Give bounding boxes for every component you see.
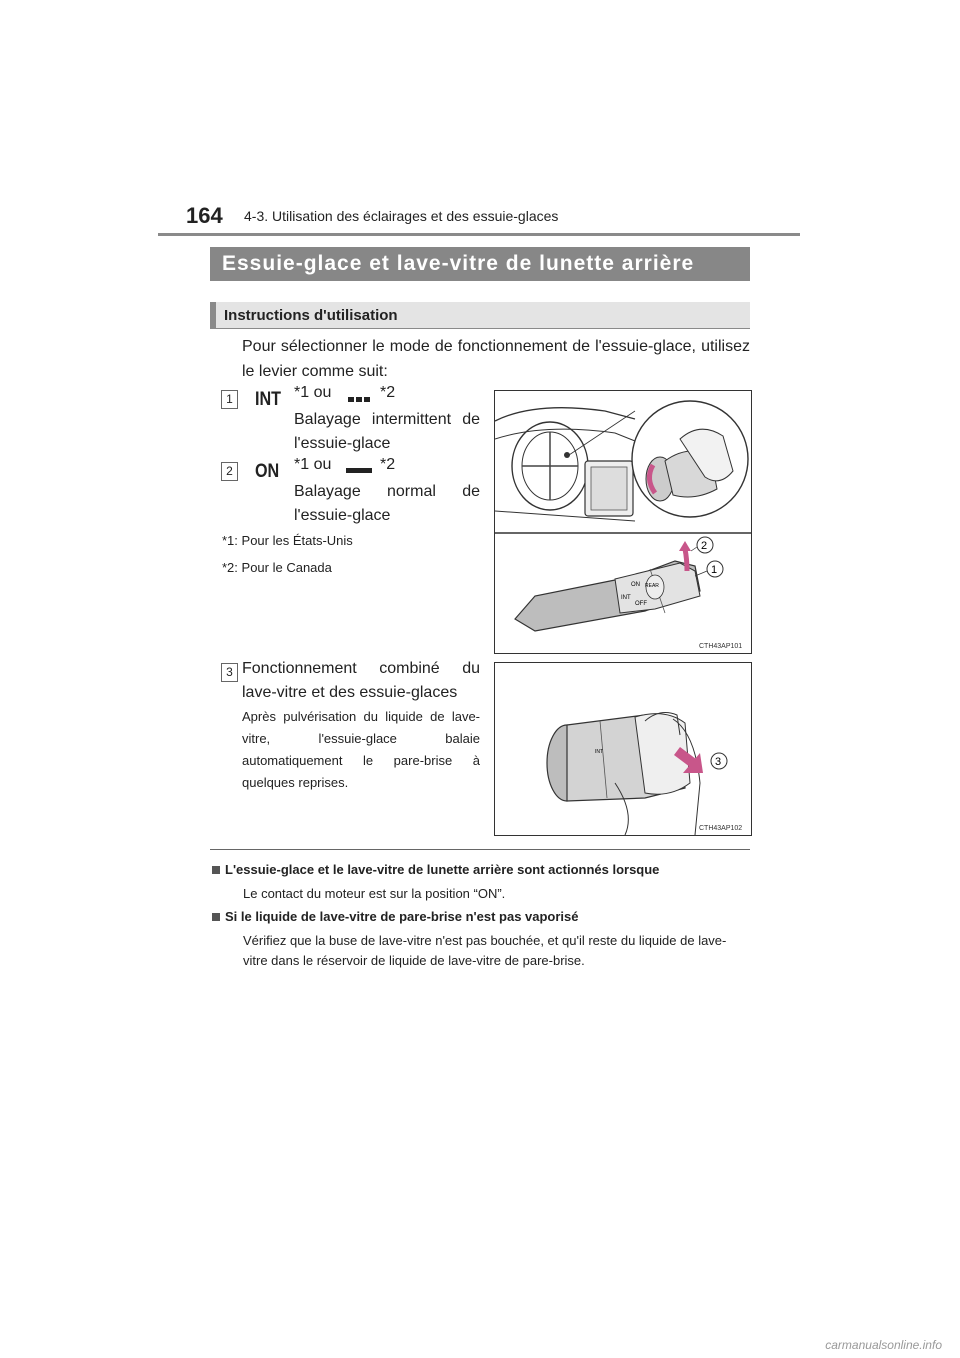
figure-1-code: CTH43AP101 [699, 643, 743, 650]
item-1-ref-canada: *2 [380, 384, 396, 401]
item-1-ref-us [294, 384, 331, 402]
footnote-canada [222, 560, 332, 575]
lever-label-off: OFF [635, 601, 647, 607]
figure-2-code: CTH43AP102 [699, 825, 743, 832]
svg-text:INT: INT [595, 749, 604, 755]
note-2-bullet [212, 913, 220, 921]
note-1-bullet [212, 866, 220, 874]
item-2-ref-canada: *2 [380, 456, 396, 473]
page-number: 164 [186, 203, 223, 228]
figure-2-illustration [495, 663, 751, 835]
note-1-text: Le contact du moteur est sur la position “ON”. [243, 886, 506, 901]
figure-1-illustration [495, 391, 751, 653]
footnote-canada-text: : Pour le Canada [234, 560, 332, 575]
footnote-us [222, 533, 353, 548]
footnote-us-text: : Pour les États-Unis [234, 533, 353, 548]
item-number-3: 3 [221, 663, 238, 682]
item-2-description: Balayage normal de l'essuie-glace [294, 483, 480, 524]
footnote-canada-mark: *2 [222, 560, 235, 575]
intro-paragraph: Pour sélectionner le mode de fonctionnement de l'essuie-glace, utilisez le levier comme suit: [242, 338, 750, 380]
note-2-text: Vérifiez que la buse de lave-vitre n'est pas bouchée, et qu'il reste du liquide de lave-vitre dans le réservoir de liquide de lave-vitre de pare-brise. [243, 933, 727, 968]
footer-watermark: carmanualsonline.info [825, 1338, 942, 1352]
note-1-title: L'essuie-glace et le lave-vitre de lunette arrière sont actionnés lorsque [225, 862, 660, 877]
int-symbol: INT [255, 389, 282, 410]
note-2-title: Si le liquide de lave-vitre de pare-brise n'est pas vaporisé [225, 909, 579, 924]
chapter-title: 4-3. Utilisation des éclairages et des essuie-glaces [244, 208, 559, 224]
subsection-bar-accent [210, 302, 216, 329]
item-2-ref-us [294, 456, 331, 474]
intermittent-dash-icon [348, 397, 370, 403]
subsection-title: Instructions d'utilisation [224, 307, 398, 324]
figure-1-callout-1: 1 [711, 564, 718, 576]
header-divider [158, 233, 800, 236]
notes-divider [210, 849, 750, 850]
item-3-description: Fonctionnement combiné du lave-vitre et des essuie-glaces [242, 660, 480, 701]
item-3-detail: Après pulvérisation du liquide de lave-vitre, l'essuie-glace balaie automatiquement le pare-brise à quelques reprises. [242, 709, 480, 790]
item-1-ref-us-text: *1 ou [294, 384, 332, 401]
figure-wiper-lever [494, 390, 752, 654]
figure-washer-lever [494, 662, 752, 836]
normal-dash-icon [346, 468, 372, 473]
lever-label-rear: REAR [645, 583, 659, 589]
item-2-ref-us-text: *1 ou [294, 456, 332, 473]
item-1-description: Balayage intermittent de l'essuie-glace [294, 411, 480, 452]
on-symbol: ON [255, 461, 280, 482]
footnote-us-mark: *1 [222, 533, 235, 548]
figure-2-callout-3: 3 [715, 756, 722, 768]
item-number-1: 1 [221, 390, 238, 409]
figure-1-callout-2: 2 [701, 540, 708, 552]
item-number-2: 2 [221, 462, 238, 481]
lever-label-on: ON [631, 582, 640, 588]
section-title: Essuie-glace et lave-vitre de lunette arrière [222, 252, 695, 275]
lever-label-int: INT [621, 595, 631, 601]
